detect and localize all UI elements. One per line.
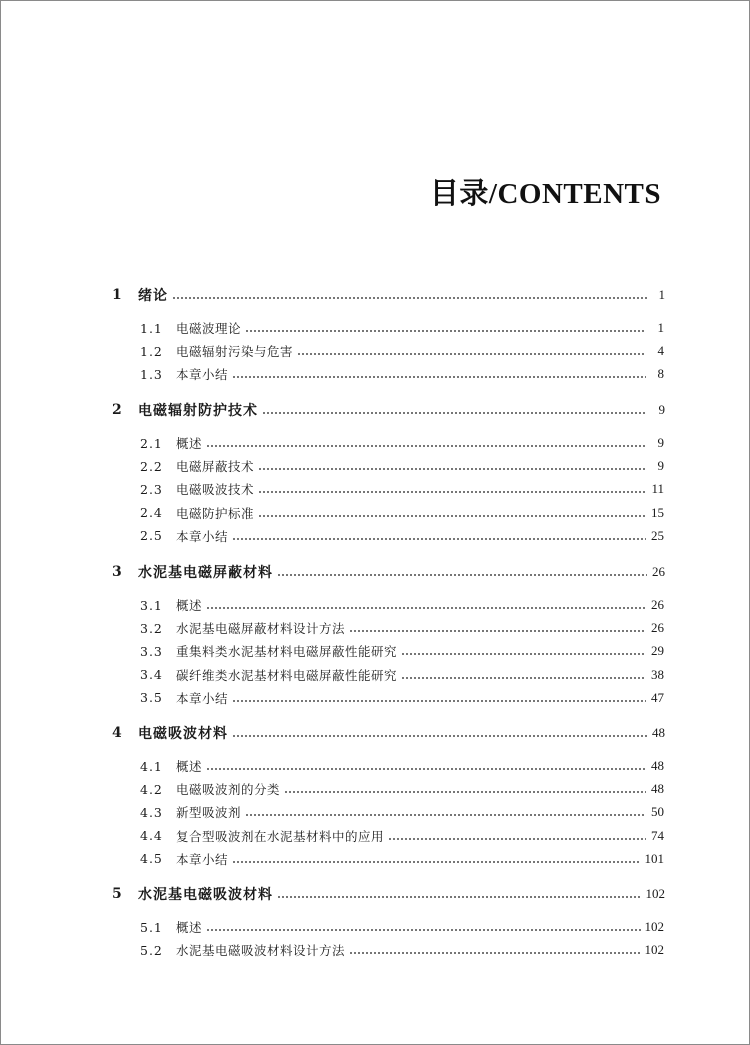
section-number: 4.3 (140, 804, 163, 820)
section-number: 2.3 (140, 481, 163, 497)
section-number: 3.4 (140, 667, 163, 683)
chapter-number: 3 (112, 564, 122, 580)
section-title: 水泥基电磁屏蔽材料设计方法 (176, 621, 346, 637)
section-page-number: 102 (644, 942, 664, 958)
chapter-page-number: 9 (658, 402, 665, 417)
section-page-number: 50 (651, 804, 664, 820)
toc-chapter-row (112, 399, 665, 421)
toc-section-row (140, 848, 664, 870)
section-title: 新型吸波剂 (176, 805, 242, 821)
dot-leader (258, 490, 646, 494)
section-page-number: 1 (657, 320, 664, 335)
section-title: 概述 (176, 436, 203, 451)
section-page-number: 9 (657, 435, 664, 450)
toc-section-row (140, 317, 664, 339)
toc-section-row (140, 617, 664, 639)
section-title: 本章小结 (176, 690, 229, 706)
dot-leader (349, 629, 646, 633)
toc-section-row (140, 455, 664, 477)
section-page-number: 29 (651, 643, 664, 659)
section-number: 3.5 (140, 690, 163, 706)
section-number: 1.2 (140, 343, 163, 359)
section-title: 本章小结 (176, 528, 229, 544)
dot-leader (277, 895, 642, 899)
dot-leader (232, 699, 646, 703)
toc-section-row (140, 939, 664, 961)
chapter-title: 水泥基电磁吸波材料 (138, 887, 273, 903)
section-title: 碳纤维类水泥基材料电磁屏蔽性能研究 (176, 667, 398, 683)
toc-chapter-row (112, 883, 665, 905)
section-number: 4.4 (140, 828, 163, 844)
toc-chapter-row (112, 561, 665, 583)
section-page-number: 38 (651, 666, 664, 682)
toc-section-row (140, 825, 664, 847)
section-title: 概述 (176, 759, 203, 774)
section-number: 4.2 (140, 781, 163, 797)
section-number: 2.4 (140, 505, 163, 521)
toc-chapter-row (112, 722, 665, 744)
section-number: 5.2 (140, 942, 163, 958)
section-number: 2.1 (140, 435, 163, 451)
section-number: 2.5 (140, 528, 163, 544)
section-number: 1.3 (140, 366, 163, 382)
section-page-number: 11 (651, 481, 664, 497)
chapter-number: 5 (112, 886, 122, 902)
dot-leader (262, 411, 647, 415)
toc-section-row (140, 916, 664, 938)
section-number: 3.2 (140, 620, 163, 636)
toc-section-row (140, 478, 664, 500)
toc-section-row (140, 755, 664, 777)
toc-section-row (140, 432, 664, 454)
section-title: 本章小结 (176, 367, 229, 383)
chapter-page-number: 26 (652, 564, 665, 579)
dot-leader (284, 790, 646, 794)
section-title: 概述 (176, 598, 203, 613)
section-page-number: 26 (651, 597, 664, 612)
section-title: 电磁吸波技术 (176, 482, 255, 498)
toc-section-row (140, 340, 664, 362)
dot-leader (172, 296, 647, 300)
chapter-title: 电磁辐射防护技术 (138, 403, 258, 419)
toc-section-row (140, 363, 664, 385)
toc-section-row (140, 664, 664, 686)
section-page-number: 74 (651, 827, 664, 843)
page-title: 目录/CONTENTS (429, 178, 661, 210)
dot-leader (388, 837, 646, 841)
section-page-number: 47 (651, 689, 664, 705)
dot-leader (245, 813, 646, 817)
dot-leader (206, 606, 646, 610)
dot-leader (245, 329, 646, 333)
section-number: 2.2 (140, 458, 163, 474)
toc-section-row (140, 525, 664, 547)
chapter-number: 1 (112, 287, 122, 303)
section-title: 电磁防护标准 (176, 505, 255, 521)
chapter-title: 水泥基电磁屏蔽材料 (138, 565, 273, 581)
section-title: 水泥基电磁吸波材料设计方法 (176, 943, 346, 959)
section-title: 复合型吸波剂在水泥基材料中的应用 (176, 828, 385, 844)
dot-leader (206, 767, 646, 771)
section-number: 3.1 (140, 597, 163, 613)
chapter-page-number: 1 (658, 287, 665, 302)
chapter-page-number: 102 (645, 886, 665, 901)
section-page-number: 101 (644, 850, 664, 866)
dot-leader (297, 352, 646, 356)
dot-leader (232, 537, 646, 541)
section-page-number: 9 (657, 458, 664, 474)
toc-section-row (140, 640, 664, 662)
section-page-number: 102 (644, 919, 664, 934)
toc-section-row (140, 594, 664, 616)
chapter-title: 电磁吸波材料 (138, 726, 228, 742)
section-number: 5.1 (140, 919, 163, 935)
dot-leader (258, 514, 646, 518)
section-page-number: 4 (657, 343, 664, 359)
table-of-contents (1, 1, 750, 1045)
section-number: 3.3 (140, 643, 163, 659)
section-page-number: 15 (651, 504, 664, 520)
chapter-page-number: 48 (652, 725, 665, 740)
chapter-title: 绪论 (138, 288, 168, 304)
chapter-number: 2 (112, 402, 122, 418)
toc-chapter-row (112, 284, 665, 306)
section-title: 电磁辐射污染与危害 (176, 344, 294, 360)
dot-leader (401, 676, 646, 680)
toc-section-row (140, 502, 664, 524)
dot-leader (206, 444, 646, 448)
section-title: 概述 (176, 920, 203, 935)
toc-section-row (140, 778, 664, 800)
section-number: 4.1 (140, 758, 163, 774)
dot-leader (232, 860, 640, 864)
section-number: 1.1 (140, 320, 163, 336)
dot-leader (277, 573, 647, 577)
dot-leader (258, 467, 646, 471)
chapter-number: 4 (112, 725, 122, 741)
dot-leader (232, 734, 647, 738)
dot-leader (401, 652, 646, 656)
section-page-number: 26 (651, 620, 664, 636)
section-number: 4.5 (140, 851, 163, 867)
section-title: 电磁吸波剂的分类 (176, 782, 281, 798)
section-page-number: 48 (651, 758, 664, 773)
dot-leader (232, 375, 646, 379)
section-title: 重集料类水泥基材料电磁屏蔽性能研究 (176, 644, 398, 660)
section-page-number: 8 (657, 366, 664, 382)
section-title: 电磁屏蔽技术 (176, 459, 255, 475)
section-title: 电磁波理论 (176, 321, 242, 336)
toc-section-row (140, 801, 664, 823)
section-title: 本章小结 (176, 851, 229, 867)
dot-leader (206, 928, 640, 932)
section-page-number: 25 (651, 527, 664, 543)
dot-leader (349, 951, 640, 955)
toc-section-row (140, 687, 664, 709)
section-page-number: 48 (651, 781, 664, 797)
